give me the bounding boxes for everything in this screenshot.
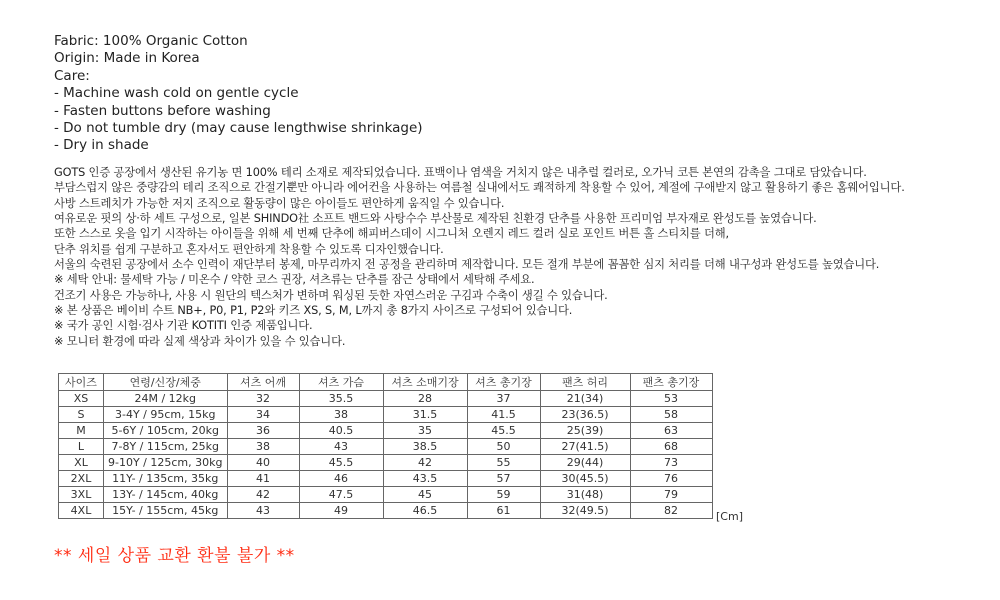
table-cell: 3XL: [59, 487, 104, 503]
care-item: - Fasten buttons before washing: [54, 102, 271, 119]
table-cell: 73: [630, 455, 712, 471]
table-cell: 38.5: [383, 439, 467, 455]
table-cell: 32: [227, 391, 299, 407]
table-cell: 31.5: [383, 407, 467, 423]
table-cell: 47.5: [299, 487, 383, 503]
table-cell: XL: [59, 455, 104, 471]
table-cell: 40.5: [299, 423, 383, 439]
table-cell: 82: [630, 503, 712, 519]
table-cell: 42: [383, 455, 467, 471]
care-item: - Machine wash cold on gentle cycle: [54, 85, 299, 102]
table-cell: 27(41.5): [540, 439, 630, 455]
description-line: ※ 본 상품은 베이비 수트 NB+, P0, P1, P2와 키즈 XS, S, M, L까지 총 8가지 사이즈로 구성되어 있습니다.: [54, 304, 573, 318]
table-cell: 32(49.5): [540, 503, 630, 519]
table-cell: 34: [227, 407, 299, 423]
description-line: 부담스럽지 않은 중량감의 테리 조직으로 간절기뿐만 아니라 에어컨을 사용하는 여름철 실내에서도 쾌적하게 착용할 수 있어, 계절에 구애받지 않고 활용하기 좋은 홈웨어입니다.: [54, 181, 905, 195]
table-cell: 57: [467, 471, 540, 487]
header-cell: 셔츠 가슴: [299, 374, 383, 391]
table-cell: 31(48): [540, 487, 630, 503]
description-line: ※ 모니터 환경에 따라 실제 색상과 차이가 있을 수 있습니다.: [54, 334, 346, 348]
table-cell: 2XL: [59, 471, 104, 487]
table-row: [59, 503, 713, 519]
care-title: Care:: [54, 67, 90, 84]
table-row: [59, 455, 713, 471]
header-cell: 셔츠 소매기장: [383, 374, 467, 391]
table-cell: 53: [630, 391, 712, 407]
table-cell: 3-4Y / 95cm, 15kg: [104, 407, 228, 423]
table-cell: S: [59, 407, 104, 423]
table-cell: 24M / 12kg: [104, 391, 228, 407]
table-cell: 55: [467, 455, 540, 471]
table-cell: 37: [467, 391, 540, 407]
table-row: [59, 439, 713, 455]
table-row: [59, 423, 713, 439]
table-cell: 35: [383, 423, 467, 439]
no-refund-notice: ** 세일 상품 교환 환불 불가 **: [54, 546, 295, 566]
table-cell: 58: [630, 407, 712, 423]
table-cell: 29(44): [540, 455, 630, 471]
table-row: [59, 471, 713, 487]
table-cell: 36: [227, 423, 299, 439]
table-cell: 43.5: [383, 471, 467, 487]
table-cell: 40: [227, 455, 299, 471]
description-line: 단추 위치를 쉽게 구분하고 혼자서도 편안하게 착용할 수 있도록 디자인했습니다.: [54, 242, 444, 256]
description-line: 여유로운 핏의 상·하 세트 구성으로, 일본 SHINDO社 소프트 밴드와 사탕수수 부산물로 제작된 친환경 단추를 사용한 프리미엄 부자재로 완성도를 높였습니다.: [54, 212, 817, 226]
table-cell: 35.5: [299, 391, 383, 407]
table-cell: XS: [59, 391, 104, 407]
size-chart-table: [58, 373, 713, 519]
care-item: - Do not tumble dry (may cause lengthwise shrinkage): [54, 120, 423, 137]
header-cell: 사이즈: [59, 374, 104, 391]
table-cell: 50: [467, 439, 540, 455]
table-cell: 41.5: [467, 407, 540, 423]
table-cell: 79: [630, 487, 712, 503]
care-item: - Dry in shade: [54, 137, 149, 154]
origin-line: Origin: Made in Korea: [54, 50, 200, 67]
header-cell: 팬츠 허리: [540, 374, 630, 391]
fabric-line: Fabric: 100% Organic Cotton: [54, 33, 248, 49]
table-cell: 61: [467, 503, 540, 519]
table-cell: 68: [630, 439, 712, 455]
table-cell: 30(45.5): [540, 471, 630, 487]
table-cell: 45.5: [299, 455, 383, 471]
header-cell: 연령/신장/체중: [104, 374, 228, 391]
table-cell: 5-6Y / 105cm, 20kg: [104, 423, 228, 439]
table-cell: 45: [383, 487, 467, 503]
table-cell: 15Y- / 155cm, 45kg: [104, 503, 228, 519]
table-cell: 63: [630, 423, 712, 439]
table-cell: 43: [299, 439, 383, 455]
table-cell: 23(36.5): [540, 407, 630, 423]
table-cell: 11Y- / 135cm, 35kg: [104, 471, 228, 487]
table-cell: 38: [299, 407, 383, 423]
description-line: 또한 스스로 옷을 입기 시작하는 아이들을 위해 세 번째 단추에 해피버스데이 시그니처 오렌지 레드 컬러 실로 포인트 버튼 홀 스티치를 더해,: [54, 227, 729, 241]
table-cell: 13Y- / 145cm, 40kg: [104, 487, 228, 503]
table-cell: 43: [227, 503, 299, 519]
table-cell: 28: [383, 391, 467, 407]
description-line: ※ 세탁 안내: 물세탁 가능 / 미온수 / 약한 코스 권장, 셔츠류는 단추를 잠근 상태에서 세탁해 주세요.: [54, 273, 535, 287]
description-line: 건조기 사용은 가능하나, 사용 시 원단의 텍스처가 변하며 워싱된 듯한 자연스러운 구김과 수축이 생길 수 있습니다.: [54, 288, 608, 302]
header-cell: 팬츠 총기장: [630, 374, 712, 391]
table-cell: 46.5: [383, 503, 467, 519]
header-cell: 셔츠 총기장: [467, 374, 540, 391]
table-cell: 42: [227, 487, 299, 503]
table-cell: 41: [227, 471, 299, 487]
table-cell: 9-10Y / 125cm, 30kg: [104, 455, 228, 471]
table-cell: 4XL: [59, 503, 104, 519]
table-cell: 46: [299, 471, 383, 487]
table-cell: L: [59, 439, 104, 455]
table-cell: 38: [227, 439, 299, 455]
table-row: [59, 391, 713, 407]
size-chart-header-row: [59, 374, 713, 391]
description-line: 서울의 숙련된 공장에서 소수 인력이 재단부터 봉제, 마무리까지 전 공정을 관리하며 제작합니다. 모든 절개 부분에 꼼꼼한 심지 처리를 더해 내구성과 완성도를 높였습니다.: [54, 258, 880, 272]
table-cell: 59: [467, 487, 540, 503]
header-cell: 셔츠 어깨: [227, 374, 299, 391]
description-line: ※ 국가 공인 시험·검사 기관 KOTITI 인증 제품입니다.: [54, 319, 313, 333]
description-line: GOTS 인증 공장에서 생산된 유기농 면 100% 테리 소재로 제작되었습니다. 표백이나 염색을 거치지 않은 내추럴 컬러로, 오가닉 코튼 본연의 감촉을 그대로 담았습니다.: [54, 166, 867, 179]
table-cell: 25(39): [540, 423, 630, 439]
table-cell: 76: [630, 471, 712, 487]
table-row: [59, 407, 713, 423]
description-line: 사방 스트레치가 가능한 저지 조직으로 활동량이 많은 아이들도 편안하게 움직일 수 있습니다.: [54, 196, 505, 210]
product-description: [54, 165, 905, 349]
table-cell: 21(34): [540, 391, 630, 407]
table-cell: 49: [299, 503, 383, 519]
size-unit-label: [Cm]: [716, 510, 743, 523]
table-cell: M: [59, 423, 104, 439]
table-cell: 7-8Y / 115cm, 25kg: [104, 439, 228, 455]
table-row: [59, 487, 713, 503]
table-cell: 45.5: [467, 423, 540, 439]
product-specs: [54, 33, 423, 155]
